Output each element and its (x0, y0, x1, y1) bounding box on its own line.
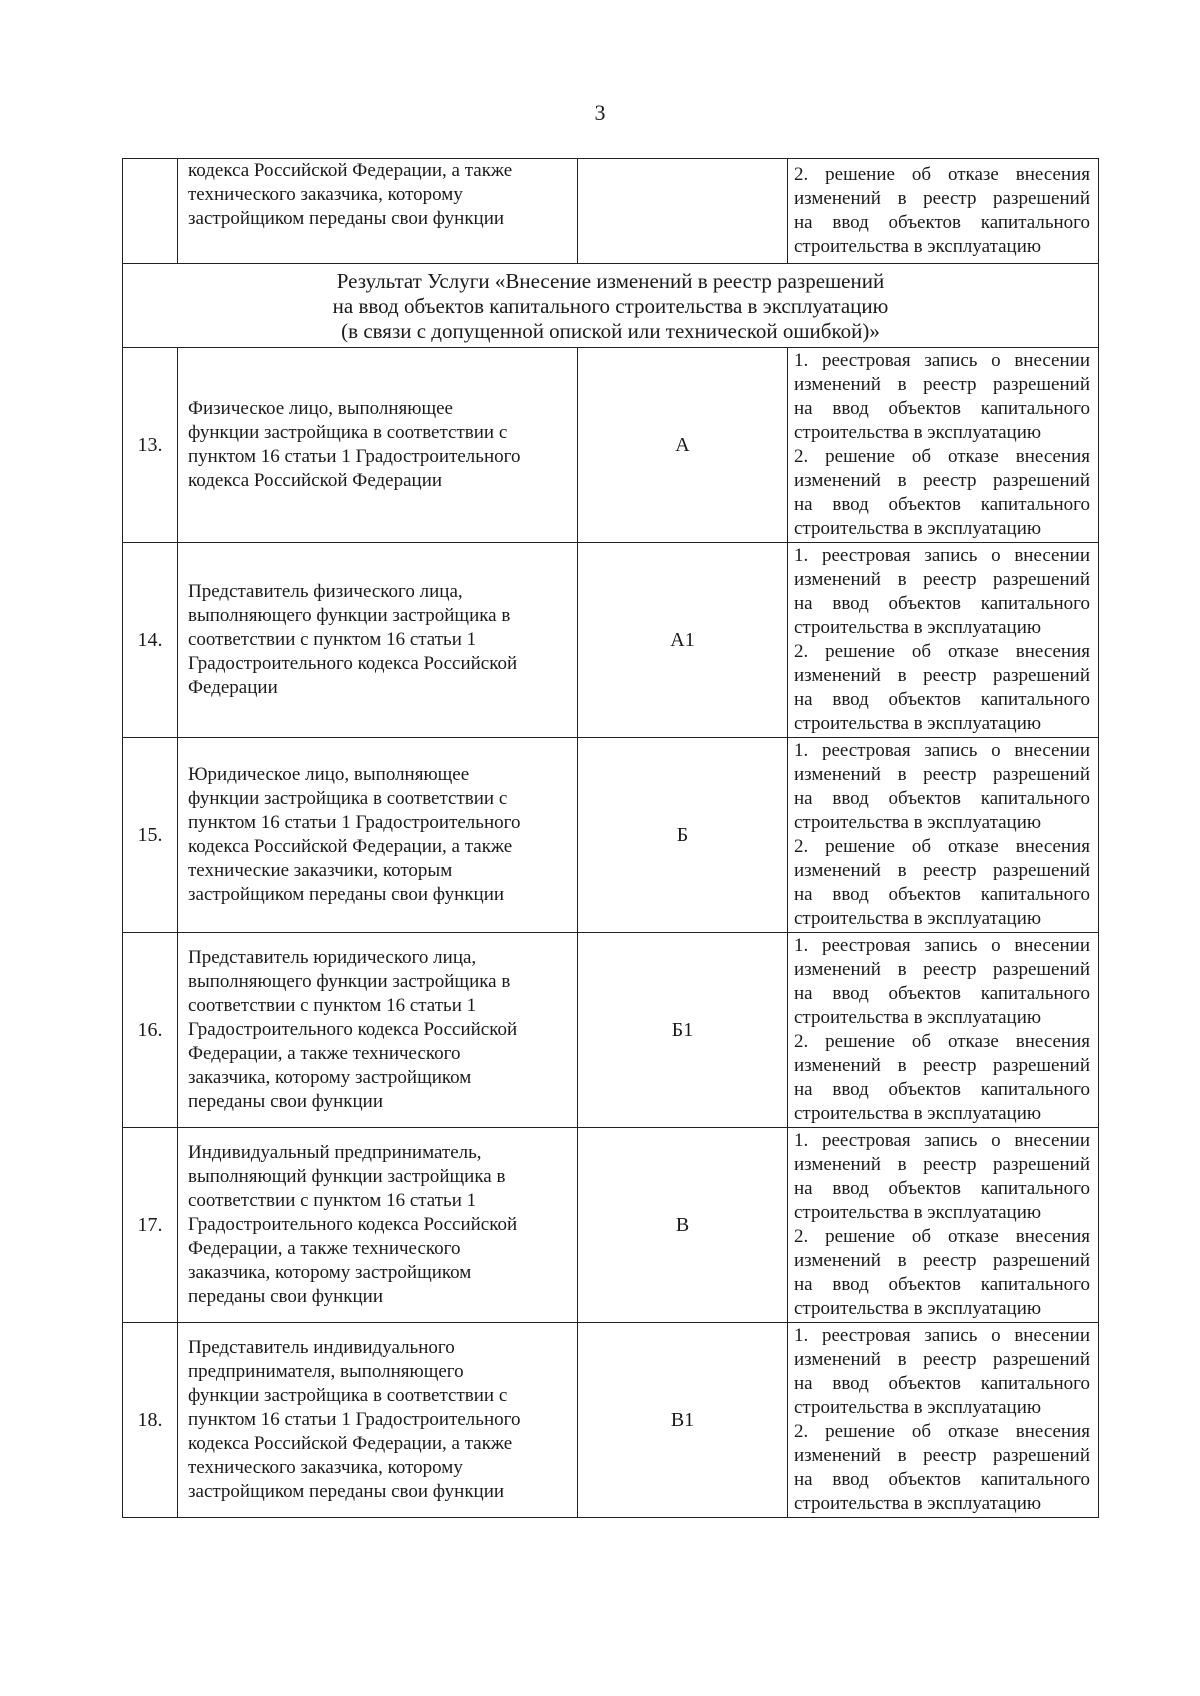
result-line: 1. реестровая запись о внесении (794, 350, 1090, 371)
applicant-cell (178, 159, 578, 264)
applicant-line: кодекса Российской Федерации, а также (188, 836, 513, 857)
applicant-line: Представитель индивидуального (188, 1337, 455, 1358)
applicant-line: переданы свои функции (188, 1286, 384, 1307)
result-line: изменений в реестр разрешений (794, 569, 1090, 590)
result-cell (788, 348, 1099, 543)
applicant-line: функции застройщика в соответствии с (188, 1385, 508, 1406)
row-number-cell: 16. (123, 933, 178, 1128)
result-line: строительства в эксплуатацию (794, 1202, 1042, 1223)
row-number-cell (123, 159, 178, 264)
result-line: строительства в эксплуатацию (794, 422, 1042, 443)
page-number: 3 (594, 100, 606, 125)
applicant-line: технического заказчика, которому (188, 184, 463, 205)
row-number-cell: 17. (123, 1128, 178, 1323)
applicant-line (188, 231, 569, 255)
applicant-line: пунктом 16 статьи 1 Градостроительного (188, 1409, 521, 1430)
result-line: 1. реестровая запись о внесении (794, 740, 1090, 761)
result-line: 2. решение об отказе внесения (794, 446, 1090, 467)
applicant-line: переданы свои функции (188, 1091, 384, 1112)
applicant-line: заказчика, которому застройщиком (188, 1067, 472, 1088)
continuation-row (123, 159, 1099, 264)
row-number-cell: 18. (123, 1323, 178, 1518)
result-line: 2. решение об отказе внесения (794, 641, 1090, 662)
result-cell (788, 738, 1099, 933)
row-number-cell: 15. (123, 738, 178, 933)
table-row (123, 543, 1099, 738)
result-line: на ввод объектов капитального (794, 1469, 1090, 1490)
result-line: строительства в эксплуатацию (794, 236, 1042, 257)
result-line: 1. реестровая запись о внесении (794, 1130, 1090, 1151)
applicant-cell (178, 1128, 578, 1323)
result-cell (788, 933, 1099, 1128)
applicant-cell (178, 348, 578, 543)
applicant-line: Юридическое лицо, выполняющее (188, 764, 470, 785)
applicant-line: Индивидуальный предприниматель, (188, 1142, 482, 1163)
section-heading-row (123, 264, 1099, 348)
applicant-cell (178, 1323, 578, 1518)
result-line: изменений в реестр разрешений (794, 470, 1090, 491)
result-line: на ввод объектов капитального (794, 689, 1090, 710)
applicant-line: кодекса Российской Федерации, а также (188, 160, 513, 181)
applicant-line: заказчика, которому застройщиком (188, 1262, 472, 1283)
table-row (123, 1128, 1099, 1323)
applicant-line: Градостроительного кодекса Российской (188, 1214, 518, 1235)
result-line: строительства в эксплуатацию (794, 1493, 1042, 1514)
result-line: строительства в эксплуатацию (794, 713, 1042, 734)
result-line: на ввод объектов капитального (794, 212, 1090, 233)
applicant-line: кодекса Российской Федерации (188, 470, 443, 491)
applicant-line: соответствии с пунктом 16 статьи 1 (188, 1190, 477, 1211)
applicant-cell (178, 543, 578, 738)
applicant-line: выполняющий функции застройщика в (188, 1166, 506, 1187)
result-line: строительства в эксплуатацию (794, 1298, 1042, 1319)
result-cell (788, 543, 1099, 738)
table-row (123, 933, 1099, 1128)
applicant-line: соответствии с пунктом 16 статьи 1 (188, 995, 477, 1016)
applicant-line: Федерации (188, 677, 278, 698)
result-line: изменений в реестр разрешений (794, 1154, 1090, 1175)
applicant-line: Градостроительного кодекса Российской (188, 1019, 518, 1040)
result-line: на ввод объектов капитального (794, 398, 1090, 419)
applicant-line: функции застройщика в соответствии с (188, 422, 508, 443)
result-line: изменений в реестр разрешений (794, 860, 1090, 881)
result-line: 2. решение об отказе внесения (794, 1031, 1090, 1052)
category-cell: В (578, 1128, 788, 1323)
result-cell (788, 1128, 1099, 1323)
result-line: изменений в реестр разрешений (794, 959, 1090, 980)
applicant-cell (178, 933, 578, 1128)
result-line: строительства в эксплуатацию (794, 617, 1042, 638)
applicant-line: Федерации, а также технического (188, 1238, 461, 1259)
result-line: 2. решение об отказе внесения (794, 1226, 1090, 1247)
applicant-cell (178, 738, 578, 933)
result-line: на ввод объектов капитального (794, 593, 1090, 614)
applicant-line: технические заказчики, которым (188, 860, 453, 881)
result-line: на ввод объектов капитального (794, 1373, 1090, 1394)
applicant-line: застройщиком переданы свои функции (188, 884, 505, 905)
result-cell (788, 159, 1099, 264)
applicant-line: Градостроительного кодекса Российской (188, 653, 518, 674)
result-line: строительства в эксплуатацию (794, 1397, 1042, 1418)
category-cell: В1 (578, 1323, 788, 1518)
result-line: изменений в реестр разрешений (794, 1250, 1090, 1271)
result-line: изменений в реестр разрешений (794, 764, 1090, 785)
result-line: изменений в реестр разрешений (794, 1349, 1090, 1370)
table-row (123, 1323, 1099, 1518)
result-line: строительства в эксплуатацию (794, 1007, 1042, 1028)
result-line: строительства в эксплуатацию (794, 518, 1042, 539)
applicant-line: Физическое лицо, выполняющее (188, 398, 453, 419)
result-line: на ввод объектов капитального (794, 1178, 1090, 1199)
row-number-cell: 14. (123, 543, 178, 738)
result-line: изменений в реестр разрешений (794, 188, 1090, 209)
result-line: на ввод объектов капитального (794, 1274, 1090, 1295)
applicant-line: пунктом 16 статьи 1 Градостроительного (188, 812, 521, 833)
result-cell (788, 1323, 1099, 1518)
result-line: на ввод объектов капитального (794, 884, 1090, 905)
result-line: 2. решение об отказе внесения (794, 164, 1090, 185)
category-cell: А (578, 348, 788, 543)
result-line: на ввод объектов капитального (794, 788, 1090, 809)
section-heading-line: Результат Услуги «Внесение изменений в реестр разрешений (336, 268, 885, 293)
section-heading (123, 264, 1099, 348)
result-line: на ввод объектов капитального (794, 494, 1090, 515)
applicant-line: выполняющего функции застройщика в (188, 971, 511, 992)
section-heading-line: (в связи с допущенной опиской или технической ошибкой)» (341, 318, 880, 343)
result-line: строительства в эксплуатацию (794, 908, 1042, 929)
category-cell (578, 159, 788, 264)
result-line: на ввод объектов капитального (794, 1079, 1090, 1100)
applicant-line: соответствии с пунктом 16 статьи 1 (188, 629, 477, 650)
table-row (123, 348, 1099, 543)
applicant-line: пунктом 16 статьи 1 Градостроительного (188, 446, 521, 467)
result-line: изменений в реестр разрешений (794, 374, 1090, 395)
row-number-cell: 13. (123, 348, 178, 543)
applicant-line: кодекса Российской Федерации, а также (188, 1433, 513, 1454)
category-cell: Б (578, 738, 788, 933)
applicant-line: предпринимателя, выполняющего (188, 1361, 464, 1382)
table-row (123, 738, 1099, 933)
applicant-line: Федерации, а также технического (188, 1043, 461, 1064)
results-table (122, 158, 1099, 1518)
result-line: 1. реестровая запись о внесении (794, 935, 1090, 956)
result-line: 1. реестровая запись о внесении (794, 1325, 1090, 1346)
category-cell: А1 (578, 543, 788, 738)
result-line: на ввод объектов капитального (794, 983, 1090, 1004)
category-cell: Б1 (578, 933, 788, 1128)
result-line: строительства в эксплуатацию (794, 1103, 1042, 1124)
applicant-line: функции застройщика в соответствии с (188, 788, 508, 809)
result-line: строительства в эксплуатацию (794, 812, 1042, 833)
applicant-line: Представитель физического лица, (188, 581, 463, 602)
applicant-line: Представитель юридического лица, (188, 947, 477, 968)
result-line: 2. решение об отказе внесения (794, 836, 1090, 857)
result-line: изменений в реестр разрешений (794, 1445, 1090, 1466)
result-line: 2. решение об отказе внесения (794, 1421, 1090, 1442)
result-line: изменений в реестр разрешений (794, 665, 1090, 686)
applicant-line: застройщиком переданы свои функции (188, 1481, 505, 1502)
applicant-line: выполняющего функции застройщика в (188, 605, 511, 626)
result-line: 1. реестровая запись о внесении (794, 545, 1090, 566)
section-heading-line: на ввод объектов капитального строительства в эксплуатацию (332, 293, 889, 318)
applicant-line: застройщиком переданы свои функции (188, 208, 505, 229)
result-line: изменений в реестр разрешений (794, 1055, 1090, 1076)
applicant-line: технического заказчика, которому (188, 1457, 463, 1478)
